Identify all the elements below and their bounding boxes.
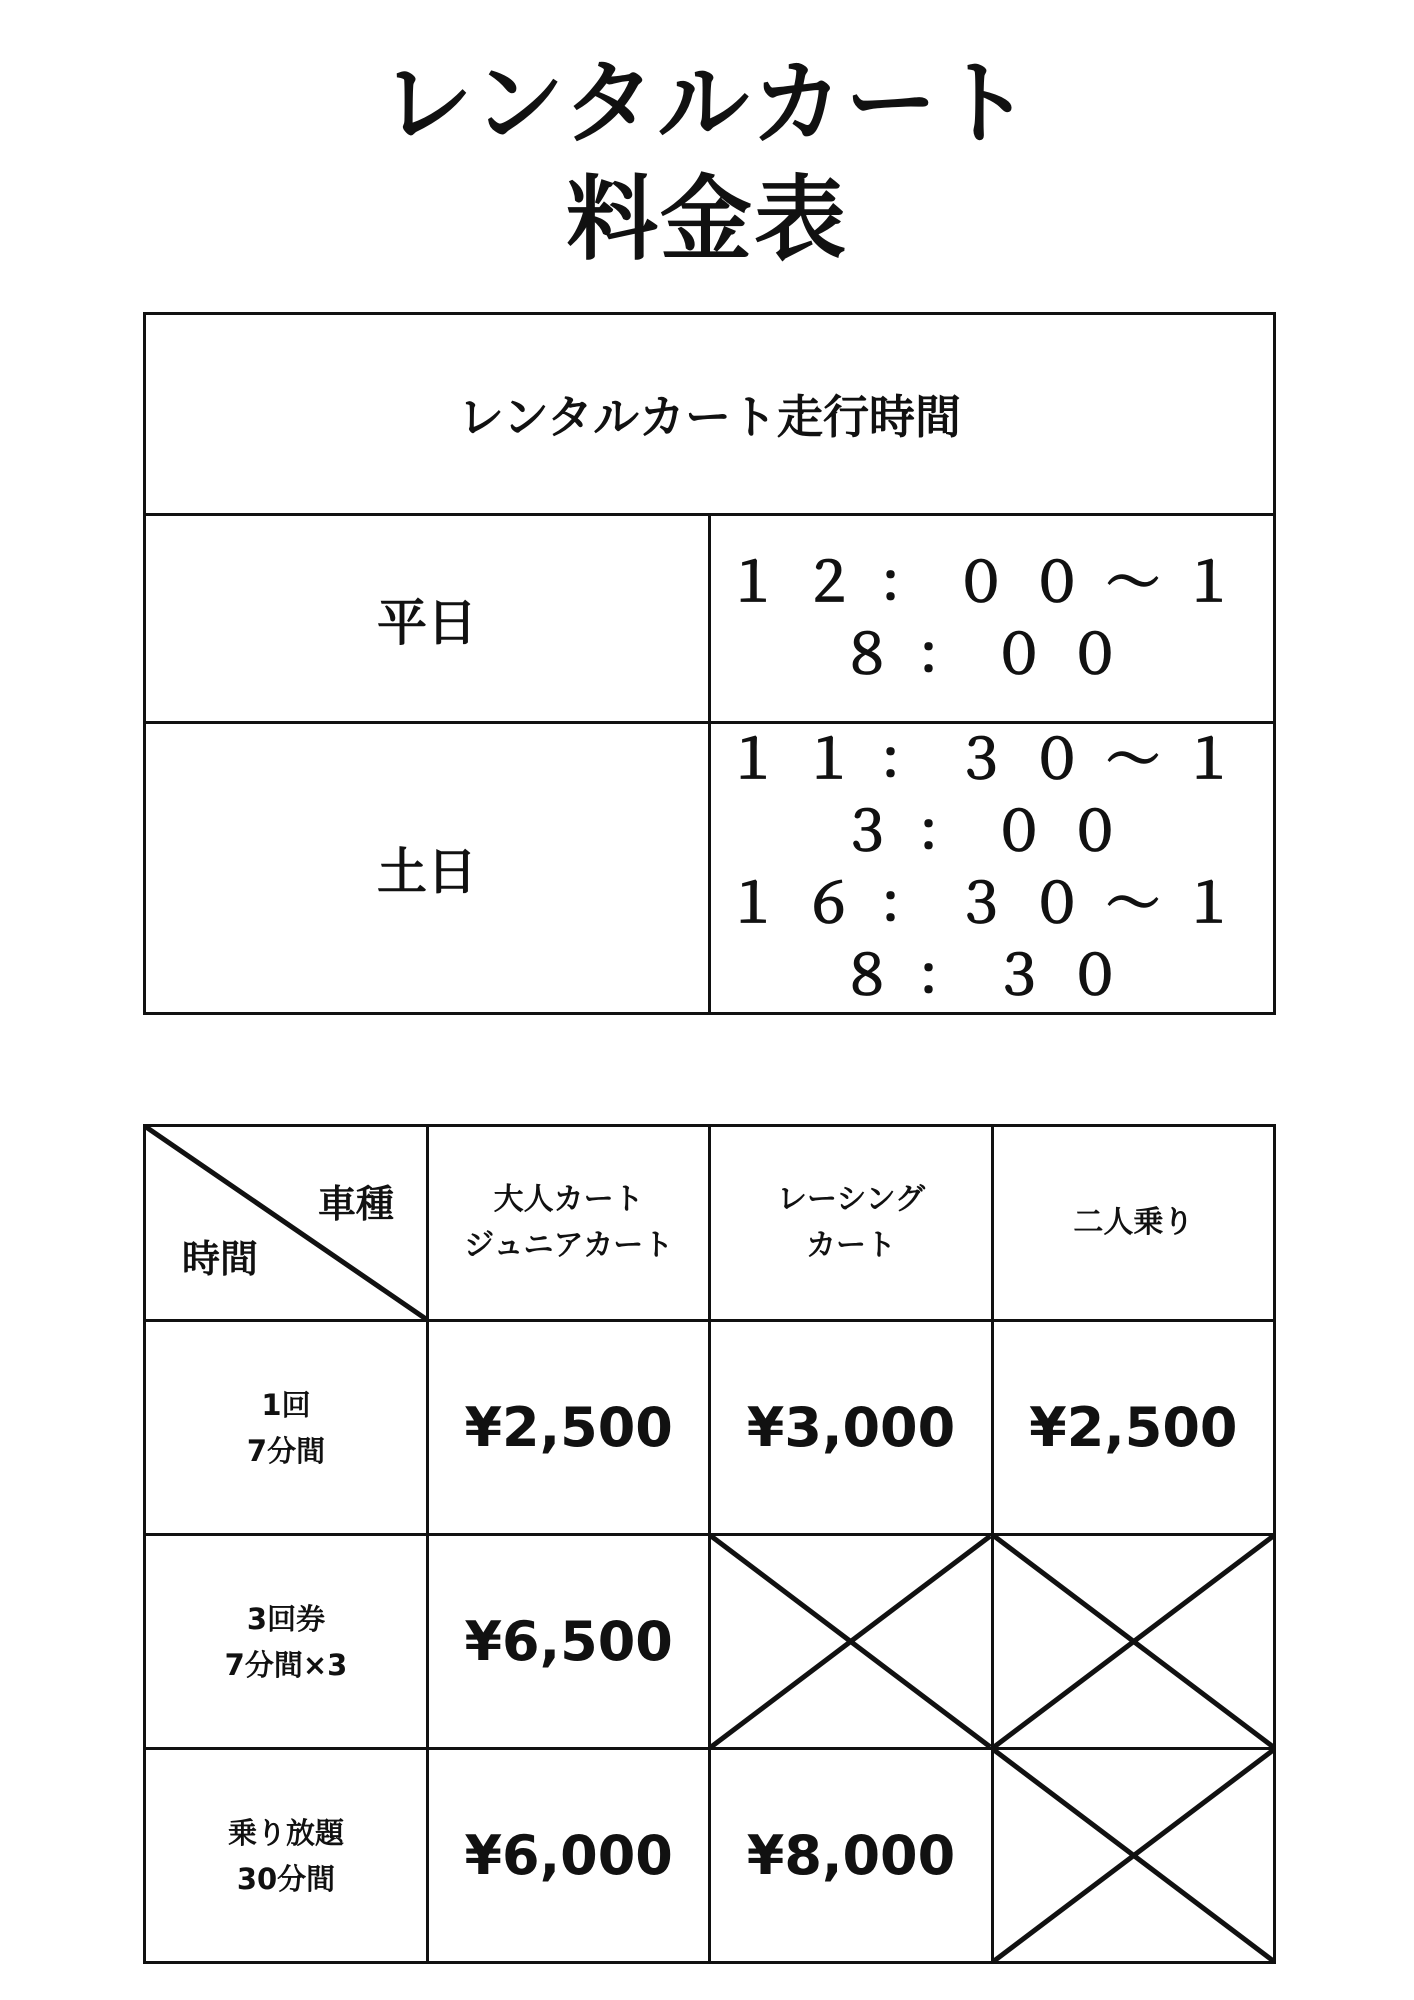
price-row-three-ticket (145, 1535, 1275, 1749)
column-header-two-seater (992, 1126, 1274, 1321)
not-available-cell (992, 1535, 1274, 1749)
schedule-time: １１：３０～１３：００ (726, 728, 1258, 863)
price-cell: ¥6,500 (428, 1535, 710, 1749)
schedule-table (143, 312, 1276, 1015)
duration-line: 30分間 (236, 1861, 336, 1896)
duration-line: 7分間 (246, 1433, 326, 1468)
column-header-racing-kart (710, 1126, 992, 1321)
schedule-day-label: 平日 (145, 515, 710, 723)
page-subtitle: 料金表 (565, 166, 848, 273)
schedule-row-weekend (145, 723, 1275, 1014)
column-header-line: カート (805, 1228, 896, 1263)
schedule-time-cell (710, 723, 1275, 1014)
schedule-time: １６：３０～１８：３０ (726, 872, 1258, 1007)
time-label: 時間 (182, 1237, 259, 1281)
column-header-adult-junior-kart (428, 1126, 710, 1321)
page-title: レンタルカート (380, 50, 1034, 157)
corner-header-cell (145, 1126, 428, 1321)
duration-line: 乗り放題 (227, 1815, 344, 1850)
schedule-time: １２：００～１８：００ (726, 550, 1258, 686)
schedule-header: レンタルカート走行時間 (145, 314, 1275, 515)
duration-line: 3回券 (246, 1601, 326, 1636)
column-header-line: レーシング (776, 1182, 926, 1217)
price-row-single (145, 1321, 1275, 1535)
duration-line: 7分間×3 (224, 1647, 348, 1682)
duration-cell (145, 1535, 428, 1749)
cross-out-mark (994, 1750, 1273, 1961)
price-cell: ¥8,000 (710, 1749, 992, 1963)
schedule-row-weekday (145, 515, 1275, 723)
duration-cell (145, 1321, 428, 1535)
column-header-line: 大人カート (493, 1182, 644, 1217)
duration-line: 1回 (261, 1387, 311, 1422)
price-cell: ¥3,000 (710, 1321, 992, 1535)
price-table (143, 1124, 1276, 1964)
column-header-line: ジュニアカート (464, 1228, 674, 1263)
not-available-cell (710, 1535, 992, 1749)
vehicle-type-label: 車種 (317, 1182, 394, 1226)
duration-cell (145, 1749, 428, 1963)
schedule-day-label: 土日 (145, 723, 710, 1014)
schedule-time-cell (710, 515, 1275, 723)
cross-out-mark (994, 1536, 1273, 1747)
price-cell: ¥2,500 (428, 1321, 710, 1535)
price-header-row (145, 1126, 1275, 1321)
cross-out-mark (711, 1536, 990, 1747)
not-available-cell (992, 1749, 1274, 1963)
price-row-unlimited (145, 1749, 1275, 1963)
column-header-line: 二人乗り (1073, 1205, 1194, 1240)
price-cell: ¥2,500 (992, 1321, 1274, 1535)
price-cell: ¥6,000 (428, 1749, 710, 1963)
